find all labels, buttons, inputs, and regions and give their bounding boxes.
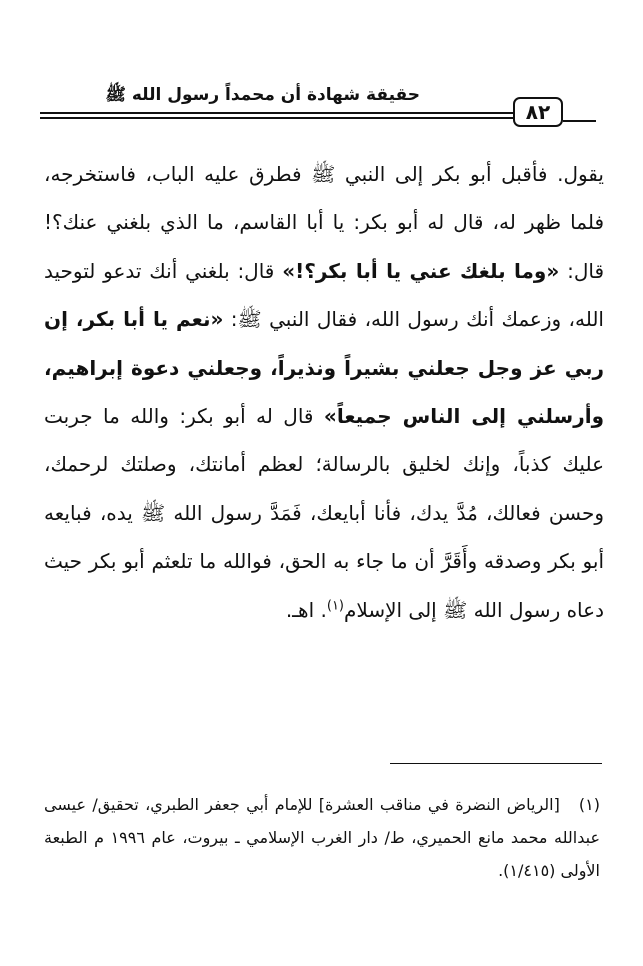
body-segment-4: . اهـ. <box>285 597 327 622</box>
footnote-separator <box>390 763 602 764</box>
footnote-number: (١) <box>578 795 600 814</box>
footnote <box>44 788 600 887</box>
footnote-text: [الرياض النضرة في مناقب العشرة] للإمام أبي جعفر الطبري، تحقيق/ عيسى عبدالله محمد مانع الحميري، ط/ دار الغرب الإسلامي ـ بيروت، عام ١٩٩٦ م الطبعة الأولى (١/٤١٥). <box>44 795 600 880</box>
body-segment-1: يقول. فأقبل أبو بكر إلى النبي ﷺ فطرق عليه الباب، فاستخرجه، فلما ظهر له، قال له أبو بكر: يا أبا القاسم، ما الذي بلغني عنك؟! قال: <box>44 162 605 283</box>
header-rule-right <box>563 120 596 122</box>
body-segment-3: قال له أبو بكر: والله ما جربت عليك كذباً، وإنك لخليق بالرسالة؛ لعظم أمانتك، وصلتك لرحمك، وحسن فعالك، مُدَّ يدك، فأنا أبايعك، فَمَدَّ رسول الله ﷺ يده، فبايعه أبو بكر وصدقه وأَقَرَّ أن ما جاء به الحق، فوالله ما تلعثم أبو بكر حيث دعاه رسول الله ﷺ إلى الإسلام <box>44 404 604 622</box>
body-text <box>44 150 604 634</box>
header-rule-bottom <box>40 117 513 119</box>
quote-abu-bakr: «وما بلغك عني يا أبا بكر؟!» <box>282 258 560 283</box>
body-segment-2: قال: بلغني أنك تدعو لتوحيد الله، وزعمك أنك رسول الله، فقال النبي ﷺ: <box>44 258 604 332</box>
running-header-title: حقيقة شهادة أن محمداً رسول الله ﷺ <box>105 85 420 105</box>
page-number: ٨٢ <box>513 97 563 127</box>
header-rule-top <box>40 112 513 114</box>
footnote-reference: (١) <box>326 598 344 613</box>
quote-prophet: «نعم يا أبا بكر، إن ربي عز وجل جعلني بشيراً ونذيراً، وجعلني دعوة إبراهيم، وأرسلني إلى الناس جميعاً» <box>44 307 604 429</box>
